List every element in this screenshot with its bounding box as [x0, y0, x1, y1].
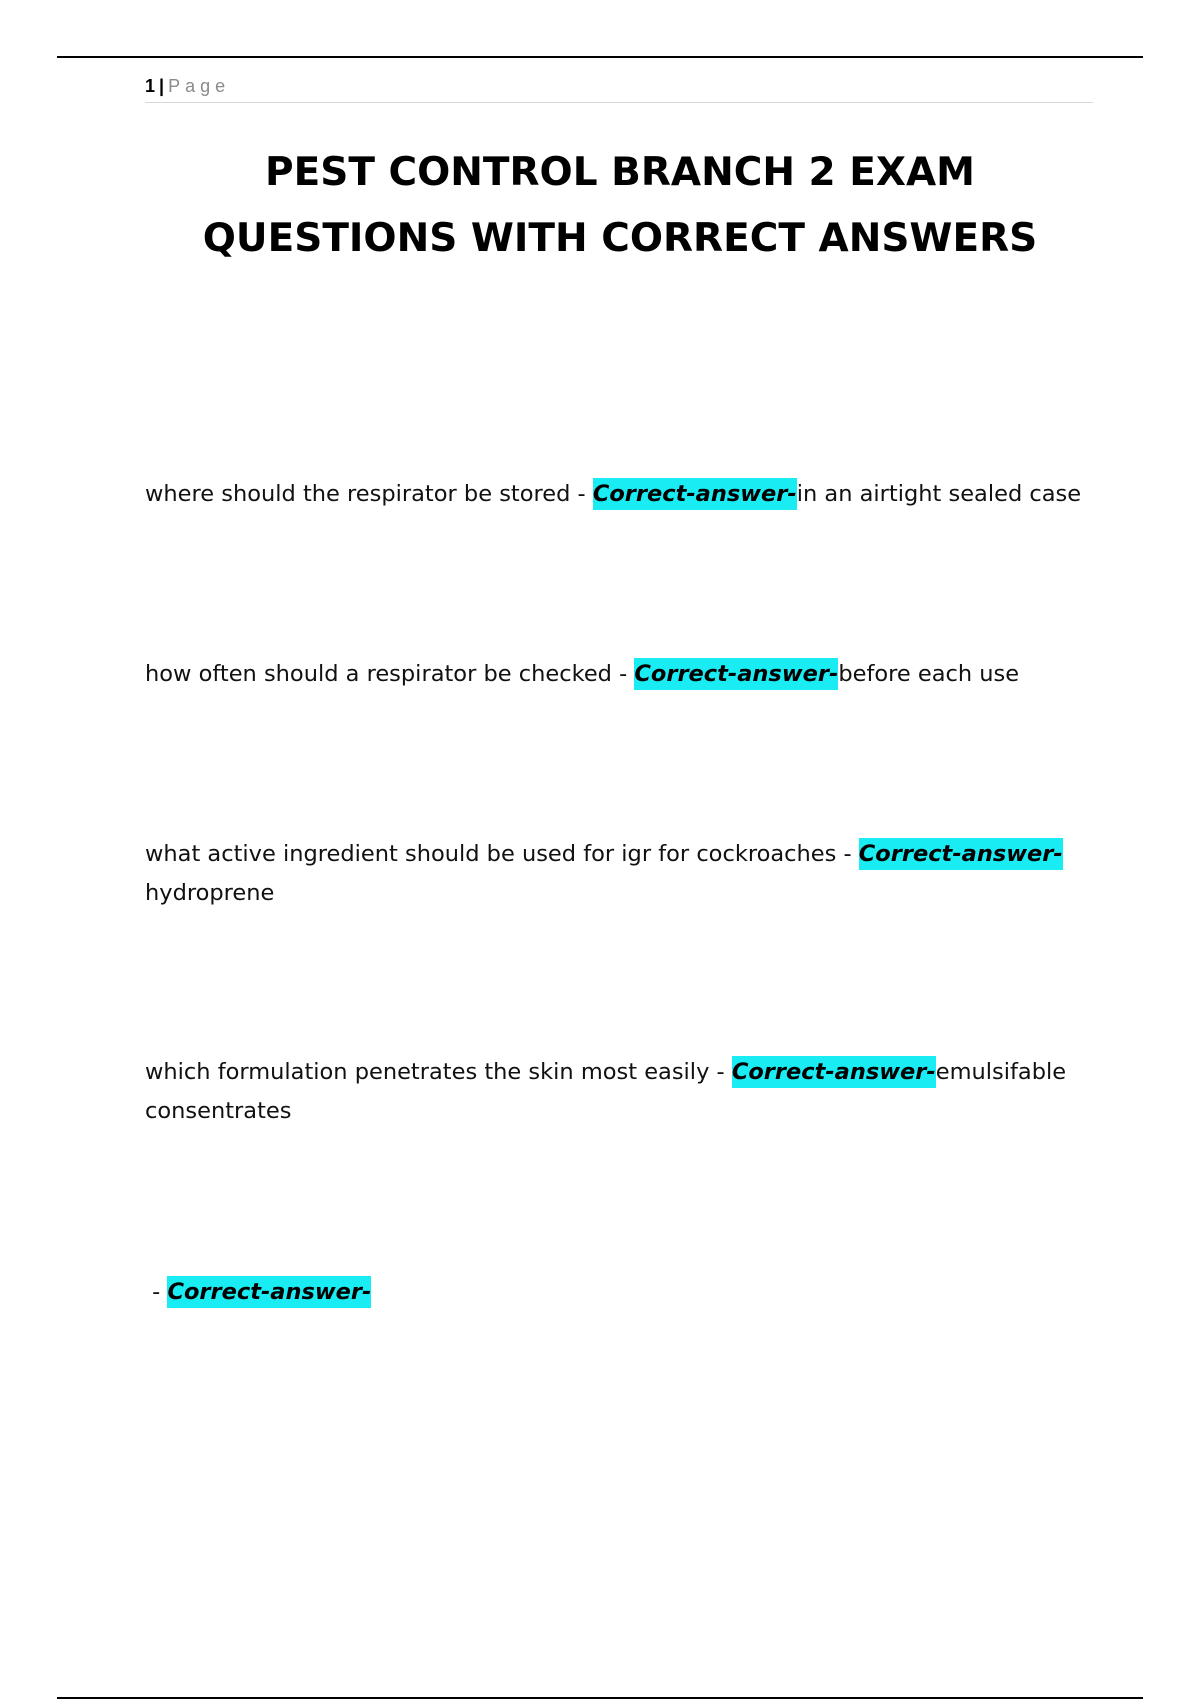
qa-item-3 [145, 835, 1090, 913]
qa-item-5 [145, 1273, 1090, 1312]
title-line-1: PEST CONTROL BRANCH 2 EXAM [265, 150, 975, 195]
correct-answer-label: Correct-answer- [859, 838, 1063, 870]
answer-text: emulsifable consentrates [145, 1059, 1067, 1124]
question-text: how often should a respirator be checked - [145, 661, 635, 687]
answer-text: hydroprene [145, 880, 275, 906]
document-title [100, 140, 1140, 272]
qa-item-2 [145, 655, 1090, 694]
page-header [145, 74, 1093, 103]
top-rule [57, 56, 1143, 58]
qa-item-1 [145, 475, 1090, 514]
question-text: what active ingredient should be used for igr for cockroaches - [145, 841, 859, 867]
title-line-2: QUESTIONS WITH CORRECT ANSWERS [202, 216, 1038, 261]
question-text: - [145, 1279, 168, 1305]
answer-text: before each use [838, 661, 1020, 687]
page-number: 1 [145, 76, 156, 96]
correct-answer-label: Correct-answer- [167, 1276, 371, 1308]
question-text: which formulation penetrates the skin most easily - [145, 1059, 732, 1085]
page-word: Page [168, 76, 231, 96]
correct-answer-label: Correct-answer- [732, 1056, 936, 1088]
answer-text: in an airtight sealed case [796, 481, 1082, 507]
qa-item-4 [145, 1053, 1090, 1131]
page-separator: | [159, 76, 165, 96]
correct-answer-label: Correct-answer- [593, 478, 797, 510]
bottom-rule [57, 1697, 1143, 1699]
correct-answer-label: Correct-answer- [634, 658, 838, 690]
question-text: where should the respirator be stored - [145, 481, 593, 507]
